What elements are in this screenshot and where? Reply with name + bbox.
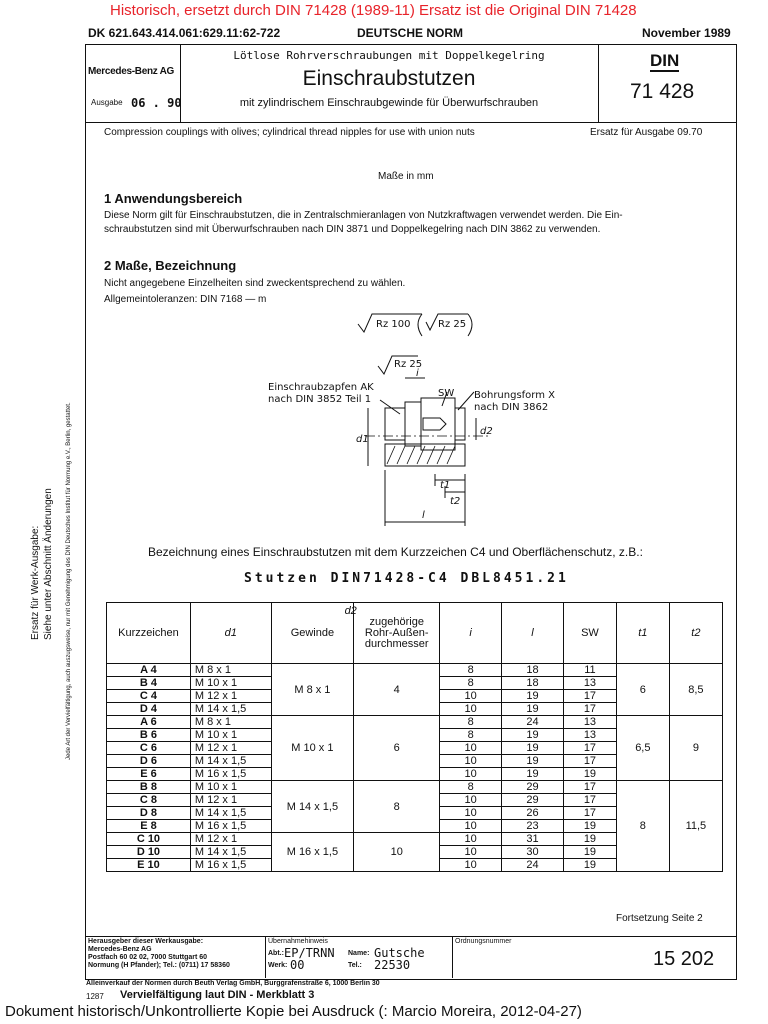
bottom-banner: Dokument historisch/Unkontrollierte Kopie bei Ausdruck (: Marcio Moreira, 2012-04-27) <box>5 1003 582 1020</box>
table-cell: 24 <box>502 716 564 729</box>
gewinde-group: M 16 x 1,5 <box>271 833 354 872</box>
copy-note: Vervielfältigung laut DIN - Merkblatt 3 <box>120 989 315 1001</box>
table-cell: 10 <box>440 703 502 716</box>
table-cell: 10 <box>440 755 502 768</box>
footer-vline-2 <box>452 936 453 978</box>
table-cell: 17 <box>563 703 616 716</box>
table-cell: M 12 x 1 <box>190 833 271 846</box>
header-sw: SW <box>563 603 616 664</box>
table-cell: M 12 x 1 <box>190 742 271 755</box>
table-row <box>107 781 723 794</box>
doc-title: Einschraubstutzen <box>302 67 476 90</box>
table-header-row <box>107 603 723 664</box>
table-cell: 17 <box>563 742 616 755</box>
publisher-label: Herausgeber dieser Werkausgabe: <box>88 938 204 945</box>
t1-group: 6,5 <box>616 716 669 781</box>
side-text-replacement: Ersatz für Werk-Ausgabe: <box>30 525 41 640</box>
table-cell: 19 <box>502 703 564 716</box>
section1-line1: Diese Norm gilt für Einschraubstutzen, die in Zentralschmieranlagen von Nutzkraftwagen verwendet werden. Die Ein- <box>104 210 623 221</box>
table-cell: 10 <box>440 742 502 755</box>
table-cell: M 12 x 1 <box>190 794 271 807</box>
table-cell: B 4 <box>107 677 191 690</box>
english-title: Compression couplings with olives; cylindrical thread nipples for use with union nuts <box>104 127 475 138</box>
table-cell: A 4 <box>107 664 191 677</box>
header-d2: d2 <box>344 605 357 617</box>
label-ak-1: Einschraubzapfen AK <box>268 382 374 393</box>
table-cell: M 10 x 1 <box>190 677 271 690</box>
table-cell: C 8 <box>107 794 191 807</box>
rohr-group: 8 <box>354 781 440 833</box>
table-cell: A 6 <box>107 716 191 729</box>
table-cell: D 8 <box>107 807 191 820</box>
table-cell: 10 <box>440 807 502 820</box>
gewinde-group: M 10 x 1 <box>271 716 354 781</box>
table-cell: C 6 <box>107 742 191 755</box>
table-cell: M 14 x 1,5 <box>190 846 271 859</box>
gewinde-group: M 8 x 1 <box>271 664 354 716</box>
header-t2: t2 <box>669 603 722 664</box>
takeover-label: Übernahmehinweis <box>268 938 328 945</box>
dim-d1: d1 <box>356 434 369 445</box>
abt-value: EP/TRNN <box>284 946 335 960</box>
table-cell: 13 <box>563 716 616 729</box>
table-cell: M 14 x 1,5 <box>190 703 271 716</box>
doc-subtitle: Lötlose Rohrverschraubungen mit Doppelkegelring <box>233 49 545 62</box>
table-cell: 19 <box>563 820 616 833</box>
table-cell: 19 <box>563 859 616 872</box>
header-kurzzeichen: Kurzzeichen <box>107 603 191 664</box>
name-value: Gutsche <box>374 946 425 960</box>
continuation-note: Fortsetzung Seite 2 <box>616 913 703 924</box>
table-cell: 17 <box>563 794 616 807</box>
table-cell: 18 <box>502 664 564 677</box>
section1-title: 1 Anwendungsbereich <box>104 191 243 206</box>
table-cell: 8 <box>440 716 502 729</box>
header-d1: d1 <box>190 603 271 664</box>
units-note: Maße in mm <box>378 171 434 182</box>
werk-value: 00 <box>290 958 305 972</box>
header-l: l <box>502 603 564 664</box>
table-cell: 10 <box>440 794 502 807</box>
table-cell: M 10 x 1 <box>190 781 271 794</box>
table-cell: 13 <box>563 729 616 742</box>
technical-drawing <box>250 310 580 535</box>
table-cell: 29 <box>502 781 564 794</box>
table-cell: 19 <box>502 768 564 781</box>
table-cell: 19 <box>563 846 616 859</box>
table-cell: 13 <box>563 677 616 690</box>
t2-group: 9 <box>669 716 722 781</box>
sales-note: Alleinverkauf der Normen durch Beuth Verlag GmbH, Burggrafenstraße 6, 1000 Berlin 30 <box>86 980 380 987</box>
t2-group: 11,5 <box>669 781 722 872</box>
section2-title: 2 Maße, Bezeichnung <box>104 258 237 273</box>
name-label: Name: <box>348 950 370 957</box>
table-cell: M 8 x 1 <box>190 716 271 729</box>
side-text-copyright: Jede Art der Vervielfältigung, auch auszugsweise, nur mit Genehmigung des DIN Deutsches Institut für Normung e.V., Berlin, gestattet. <box>66 402 72 760</box>
dim-i: i <box>416 368 419 379</box>
footer-vline-1 <box>265 936 266 978</box>
table-cell: 10 <box>440 820 502 833</box>
dim-t1: t1 <box>440 480 451 491</box>
dim-l: l <box>422 510 425 521</box>
rohr-group: 10 <box>354 833 440 872</box>
table-cell: 17 <box>563 755 616 768</box>
footer-divider <box>85 936 736 937</box>
designation-example: Stutzen DIN71428-C4 DBL8451.21 <box>244 571 569 586</box>
date: November 1989 <box>642 26 731 40</box>
edition-value: 06 . 90 <box>131 96 182 110</box>
table-cell: 31 <box>502 833 564 846</box>
t1-group: 8 <box>616 781 669 872</box>
table-cell: 10 <box>440 768 502 781</box>
table-cell: 19 <box>502 742 564 755</box>
din-logo: DIN <box>650 51 680 70</box>
header-t1: t1 <box>616 603 669 664</box>
table-cell: D 6 <box>107 755 191 768</box>
order-number: 15 202 <box>653 948 715 970</box>
table-cell: E 6 <box>107 768 191 781</box>
replacement-note: Ersatz für Ausgabe 09.70 <box>590 127 703 138</box>
label-ak-2: nach DIN 3852 Teil 1 <box>268 394 372 405</box>
side-text-changes: Siehe unter Abschnitt Änderungen <box>43 488 54 640</box>
label-din3862: nach DIN 3862 <box>474 402 549 413</box>
publisher-norm: Normung (H Pfander); Tel.: (0711) 17 58360 <box>88 962 230 969</box>
t1-group: 6 <box>616 664 669 716</box>
table-cell: 17 <box>563 690 616 703</box>
table-cell: D 10 <box>107 846 191 859</box>
table-cell: D 4 <box>107 703 191 716</box>
table-cell: 24 <box>502 859 564 872</box>
doc-code: 1287 <box>86 992 104 1001</box>
table-row <box>107 664 723 677</box>
table-cell: M 16 x 1,5 <box>190 820 271 833</box>
tel-label: Tel.: <box>348 962 362 969</box>
label-sw: SW <box>438 388 455 399</box>
designation-text: Bezeichnung eines Einschraubstutzen mit dem Kurzzeichen C4 und Oberflächenschutz, z.B.: <box>148 545 643 559</box>
doc-title-sub: mit zylindrischem Einschraubgewinde für Überwurfschrauben <box>239 97 539 109</box>
norm-label: DEUTSCHE NORM <box>357 26 464 40</box>
header-rohr: zugehörige Rohr-Außen-durchmesser <box>354 603 440 664</box>
table-cell: 29 <box>502 794 564 807</box>
header-vline-right <box>598 44 599 122</box>
table-cell: 10 <box>440 833 502 846</box>
table-cell: E 8 <box>107 820 191 833</box>
table-cell: B 6 <box>107 729 191 742</box>
table-cell: M 12 x 1 <box>190 690 271 703</box>
publisher-address: Postfach 60 02 02, 7000 Stuttgart 60 <box>88 954 208 961</box>
rohr-group: 6 <box>354 716 440 781</box>
table-cell: 19 <box>502 755 564 768</box>
table-cell: 26 <box>502 807 564 820</box>
table-cell: 19 <box>502 729 564 742</box>
label-bohrungsform: Bohrungsform X <box>474 390 556 401</box>
section2-line2: Allgemeintoleranzen: DIN 7168 — m <box>104 294 267 305</box>
table-cell: 10 <box>440 690 502 703</box>
table-cell: 10 <box>440 846 502 859</box>
roughness-label-2: Rz 25 <box>438 319 467 330</box>
table-cell: 19 <box>502 690 564 703</box>
roughness-label-1: Rz 100 <box>376 319 411 330</box>
dimension-table <box>106 602 723 872</box>
table-cell: C 4 <box>107 690 191 703</box>
table-cell: 19 <box>563 768 616 781</box>
table-cell: 8 <box>440 729 502 742</box>
din-number: 71 428 <box>630 80 695 103</box>
header-i: i <box>440 603 502 664</box>
table-cell: M 14 x 1,5 <box>190 755 271 768</box>
table-cell: 8 <box>440 664 502 677</box>
roughness-label-3: Rz 25 <box>394 359 423 370</box>
section1-line2: schraubstutzen sind mit Überwurfschrauben nach DIN 3871 und Doppelkegelring nach DIN 3862 zu verwenden. <box>104 224 601 235</box>
table-cell: 30 <box>502 846 564 859</box>
table-cell: 17 <box>563 781 616 794</box>
table-cell: 8 <box>440 677 502 690</box>
historical-banner: Historisch, ersetzt durch DIN 71428 (1989-11) Ersatz ist die Original DIN 71428 <box>110 2 637 19</box>
section2-line1: Nicht angegebene Einzelheiten sind zweckentsprechend zu wählen. <box>104 278 406 289</box>
dim-d2: d2 <box>480 426 493 437</box>
tel-value: 22530 <box>374 958 411 972</box>
abt-label: Abt.: <box>268 950 284 957</box>
dk-number: DK 621.643.414.061:629.11:62-722 <box>88 26 281 40</box>
dim-t2: t2 <box>450 496 461 507</box>
werk-label: Werk: <box>268 962 288 969</box>
table-cell: 23 <box>502 820 564 833</box>
table-cell: 10 <box>440 859 502 872</box>
table-cell: 8 <box>440 781 502 794</box>
table-cell: M 16 x 1,5 <box>190 768 271 781</box>
edition-label: Ausgabe <box>91 98 123 107</box>
gewinde-group: M 14 x 1,5 <box>271 781 354 833</box>
table-cell: M 16 x 1,5 <box>190 859 271 872</box>
table-cell: 18 <box>502 677 564 690</box>
rohr-group: 4 <box>354 664 440 716</box>
table-cell: 17 <box>563 807 616 820</box>
table-cell: M 14 x 1,5 <box>190 807 271 820</box>
table-cell: M 10 x 1 <box>190 729 271 742</box>
table-row <box>107 716 723 729</box>
table-cell: 19 <box>563 833 616 846</box>
table-cell: M 8 x 1 <box>190 664 271 677</box>
order-label: Ordnungsnummer <box>455 938 512 945</box>
table-cell: C 10 <box>107 833 191 846</box>
company-name: Mercedes-Benz AG <box>88 66 174 77</box>
table-cell: 11 <box>563 664 616 677</box>
table-cell: B 8 <box>107 781 191 794</box>
header-gewinde: d2 Gewinde <box>271 603 354 664</box>
t2-group: 8,5 <box>669 664 722 716</box>
table-cell: E 10 <box>107 859 191 872</box>
publisher-block <box>88 938 230 970</box>
header-divider <box>85 122 736 123</box>
publisher-company: Mercedes-Benz AG <box>88 946 152 953</box>
